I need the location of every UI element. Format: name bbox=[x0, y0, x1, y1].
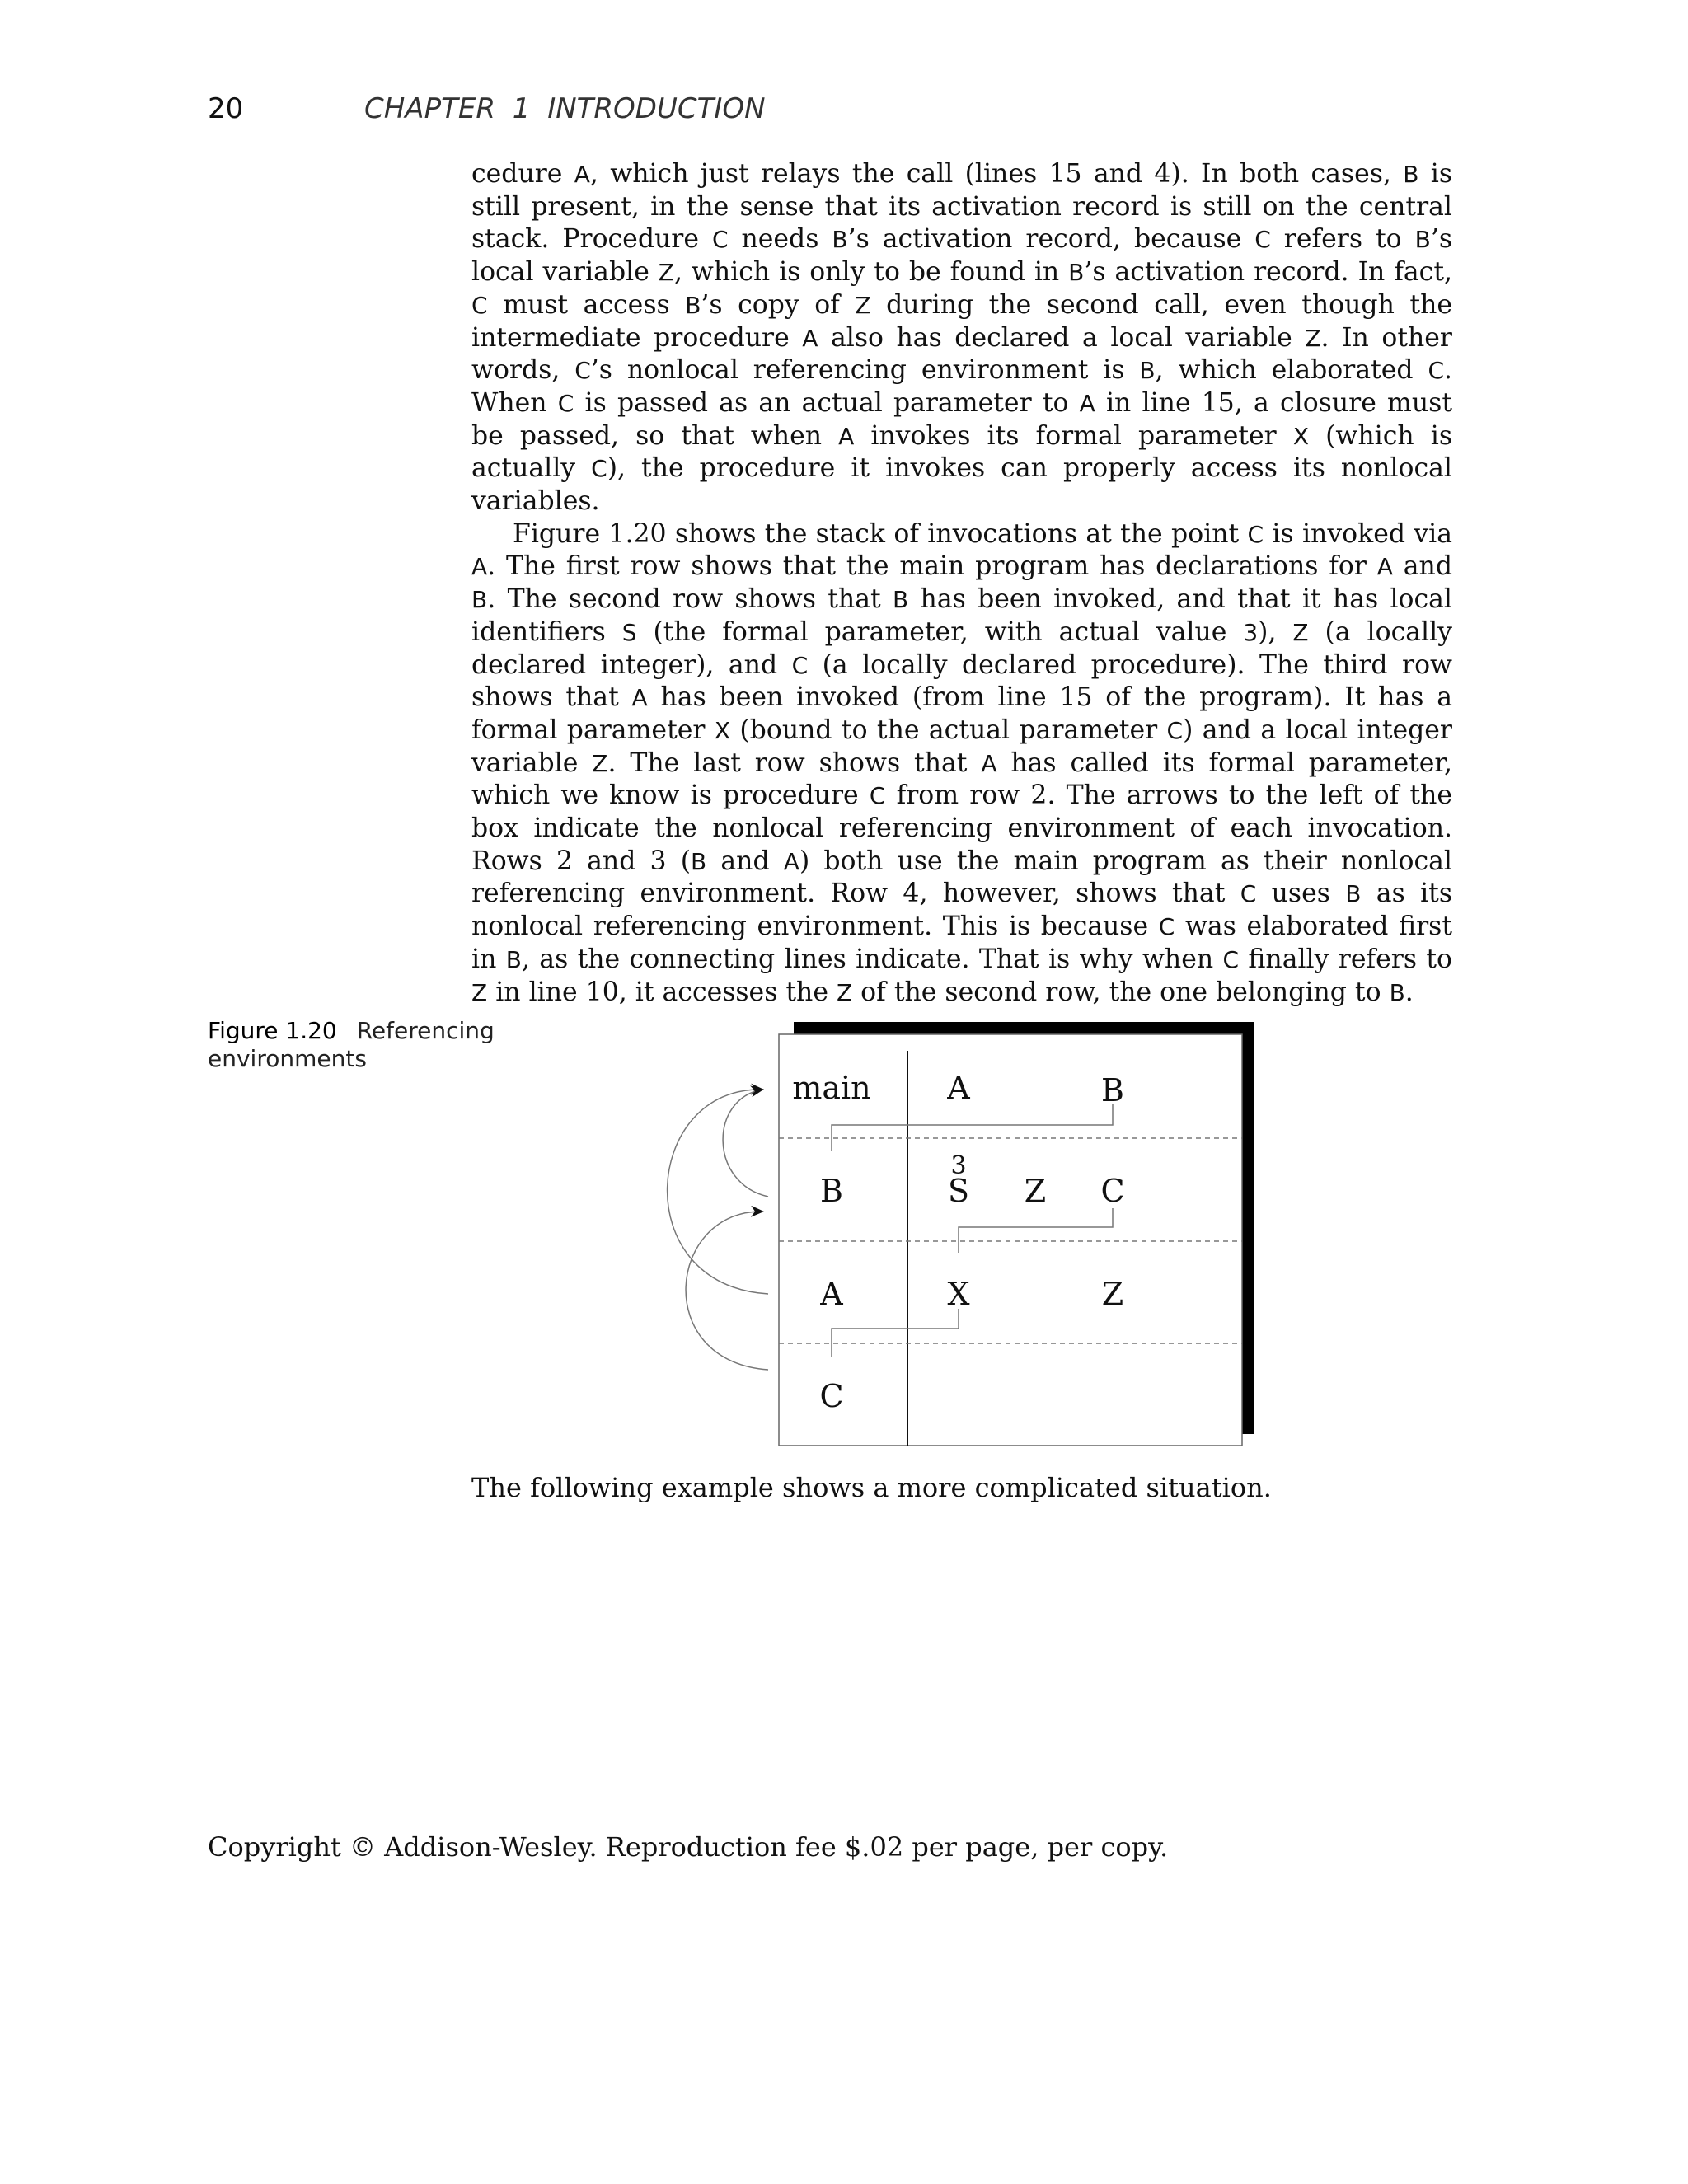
env-arrow-C-to-B bbox=[686, 1212, 768, 1370]
code-identifier: C bbox=[557, 389, 574, 417]
code-identifier: A bbox=[631, 684, 648, 712]
code-identifier: B bbox=[1345, 880, 1362, 908]
row1-id-A: A bbox=[947, 1070, 970, 1106]
code-identifier: C bbox=[791, 651, 809, 679]
code-identifier: B bbox=[505, 945, 522, 973]
code-identifier: B bbox=[1068, 259, 1085, 287]
code-identifier: A bbox=[471, 553, 488, 581]
code-identifier: A bbox=[981, 749, 997, 777]
code-identifier: B bbox=[1389, 978, 1405, 1006]
code-identifier: Z bbox=[1305, 324, 1321, 352]
code-identifier: C bbox=[1247, 520, 1264, 548]
code-identifier: C bbox=[1158, 913, 1175, 941]
code-identifier: C bbox=[1428, 357, 1444, 385]
code-identifier: Z bbox=[836, 978, 853, 1006]
frame-shadow-top bbox=[794, 1022, 1254, 1034]
code-identifier: S bbox=[621, 618, 637, 646]
row1-id-B: B bbox=[1101, 1072, 1124, 1108]
code-identifier: C bbox=[574, 357, 591, 385]
paragraph-2: Figure 1.20 shows the stack of invocations at the point C is invoked via A. The first row shows that the main program has declarations for A and B. The second row shows that B has been invoked, and that it has local identifiers S (the formal parameter, with actual value 3), Z (a locally declared integer), and C (a locally declared procedure). The third row shows that A has been invoked (from line 15 of the program). It has a formal parameter X (bound to the actual parameter C) and a local integer variable Z. The last row shows that A has called its formal parameter, which we know is procedure C from row 2. The arrows to the left of the box indicate the nonlocal referencing environment of each invocation. Rows 2 and 3 (B and A) both use the main program as their nonlocal referencing environment. Row 4, however, shows that C uses B as its nonlocal referencing environment. This is because C was elaborated first in B, as the connecting lines indicate. That is why when C finally refers to Z in line 10, it accesses the Z of the second row, the one belonging to B. bbox=[471, 518, 1453, 1007]
code-identifier: Z bbox=[855, 291, 871, 319]
code-identifier: B bbox=[832, 226, 848, 254]
code-identifier: B bbox=[1414, 226, 1431, 254]
copyright-footer: Copyright © Addison-Wesley. Reproduction fee $.02 per page, per copy. bbox=[208, 1831, 1169, 1863]
code-identifier: A bbox=[783, 847, 799, 875]
code-identifier: A bbox=[1376, 553, 1393, 581]
code-identifier: A bbox=[574, 161, 590, 188]
code-identifier: B bbox=[1403, 161, 1419, 188]
code-identifier: C bbox=[591, 455, 607, 483]
code-identifier: A bbox=[802, 324, 818, 352]
code-identifier: X bbox=[714, 716, 731, 744]
code-identifier: B bbox=[892, 586, 909, 614]
code-identifier: B bbox=[471, 586, 488, 614]
code-identifier: C bbox=[1240, 880, 1257, 908]
row2-id-C: C bbox=[1100, 1173, 1125, 1209]
row4-proc-C: C bbox=[819, 1378, 844, 1414]
figure-caption-text: Referencing environments bbox=[208, 1017, 495, 1072]
row1-proc-main: main bbox=[792, 1070, 871, 1106]
code-identifier: B bbox=[691, 847, 707, 875]
code-identifier: C bbox=[1222, 945, 1240, 973]
code-identifier: X bbox=[1292, 422, 1309, 450]
row3-id-Z: Z bbox=[1101, 1276, 1124, 1312]
env-arrow-B-to-main bbox=[762, 1212, 781, 1253]
frame-shadow-right bbox=[1242, 1022, 1254, 1434]
code-identifier: C bbox=[471, 291, 488, 319]
row2-id-Z: Z bbox=[1024, 1173, 1047, 1209]
row3-id-X: X bbox=[947, 1276, 970, 1312]
following-example-text: The following example shows a more complicated situation. bbox=[471, 1472, 1272, 1503]
code-identifier: C bbox=[869, 782, 886, 810]
code-identifier: C bbox=[1254, 226, 1271, 254]
code-identifier: Z bbox=[1292, 618, 1309, 646]
code-identifier: B bbox=[685, 291, 701, 319]
page-number: 20 bbox=[208, 92, 244, 125]
row2-superscript-3: 3 bbox=[950, 1151, 967, 1180]
env-arrow-B-to-main-inner bbox=[723, 1090, 768, 1197]
code-identifier: C bbox=[711, 226, 729, 254]
code-identifier: A bbox=[838, 422, 855, 450]
code-identifier: B bbox=[1139, 357, 1156, 385]
code-identifier: Z bbox=[471, 978, 488, 1006]
row3-proc-A: A bbox=[820, 1276, 843, 1312]
code-identifier: Z bbox=[592, 749, 608, 777]
code-identifier: A bbox=[1079, 389, 1095, 417]
figure-label: Figure 1.20 bbox=[208, 1017, 337, 1044]
code-identifier: 3 bbox=[1243, 618, 1259, 646]
paragraph-1: cedure A, which just relays the call (lines 15 and 4). In both cases, B is still present, in the sense that its activation record is still on the central stack. Procedure C needs B’s activation record, because C refers to B’s local variable Z, which is only to be found in B’s activation record. In fact, C must access B’s copy of Z during the second call, even though the intermediate procedure A also has declared a local variable Z. In other words, C’s nonlocal referencing environment is B, which elaborated C. When C is passed as an actual parameter to A in line 15, a closure must be passed, so that when A invokes its formal parameter X (which is actually C), the procedure it invokes can properly access its nonlocal variables. bbox=[471, 159, 1453, 517]
running-head-chapter: CHAPTER 1 INTRODUCTION bbox=[364, 92, 766, 125]
code-identifier: Z bbox=[658, 259, 674, 287]
code-identifier: C bbox=[1166, 716, 1184, 744]
row2-proc-B: B bbox=[820, 1173, 843, 1209]
row2-id-S: S bbox=[947, 1173, 970, 1209]
